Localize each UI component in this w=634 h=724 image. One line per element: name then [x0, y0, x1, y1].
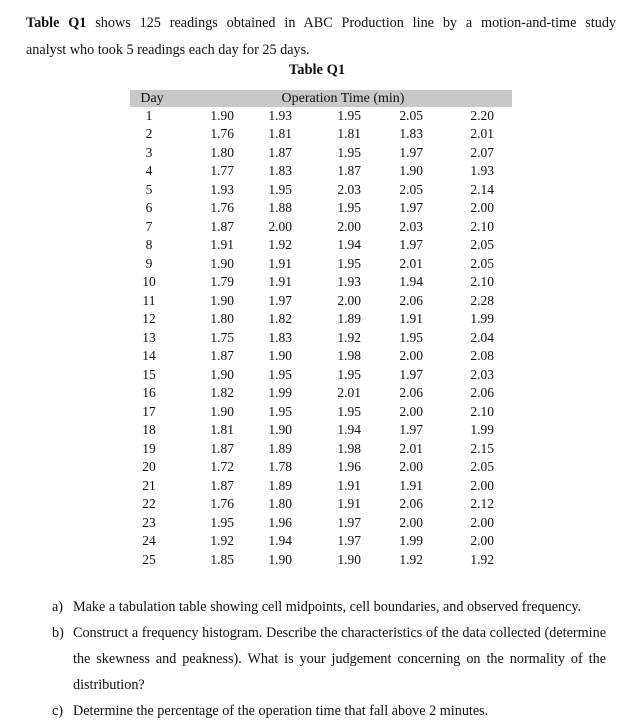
- reading-cell: 1.80: [268, 496, 292, 512]
- reading-cell: 1.83: [268, 163, 292, 179]
- table-row: [130, 181, 512, 199]
- reading-cell: 1.90: [337, 551, 361, 567]
- day-cell: 13: [142, 329, 156, 345]
- table-row: [130, 440, 512, 458]
- reading-cell: 1.90: [210, 255, 234, 271]
- reading-cell: 2.03: [399, 218, 423, 234]
- reading-cell: 1.91: [399, 477, 423, 493]
- reading-cell: 1.82: [268, 311, 292, 327]
- reading-cell: 2.00: [337, 292, 361, 308]
- reading-cell: 2.05: [399, 108, 423, 123]
- reading-cell: 1.81: [268, 126, 292, 142]
- reading-cell: 1.87: [337, 163, 361, 179]
- reading-cell: 1.90: [210, 366, 234, 382]
- reading-cell: 2.05: [399, 181, 423, 197]
- table-row: [130, 421, 512, 439]
- day-cell: 24: [142, 533, 156, 549]
- reading-cell: 1.97: [399, 366, 423, 382]
- reading-cell: 1.95: [399, 329, 423, 345]
- table-row: [130, 144, 512, 162]
- day-cell: 9: [145, 255, 153, 271]
- reading-cell: 1.95: [337, 255, 361, 271]
- operation-time-header: Operation Time (min): [174, 90, 512, 107]
- reading-cell: 2.00: [470, 200, 494, 216]
- reading-cell: 1.91: [210, 237, 234, 253]
- reading-cell: 1.93: [337, 274, 361, 290]
- day-cell: 5: [145, 181, 153, 197]
- question-text: Construct a frequency histogram. Describe the characteristics of the data collected (determine the skewness and peakness). What is your judgement concerning on the normality of the distribution?: [73, 625, 606, 693]
- table-row: [130, 495, 512, 513]
- day-cell: 20: [142, 459, 156, 475]
- intro-line-1-text: shows 125 readings obtained in ABC Production line by a motion-and-time study: [86, 15, 617, 31]
- reading-cell: 1.94: [399, 274, 423, 290]
- table-row: [130, 384, 512, 402]
- day-cell: 21: [142, 477, 156, 493]
- day-cell: 16: [142, 385, 156, 401]
- day-cell: 4: [145, 163, 153, 179]
- reading-cell: 2.00: [399, 348, 423, 364]
- table-row: [130, 255, 512, 273]
- day-cell: 23: [142, 514, 156, 530]
- reading-cell: 1.79: [210, 274, 234, 290]
- table-row: [130, 366, 512, 384]
- day-column-header: Day: [130, 90, 174, 107]
- reading-cell: 2.01: [337, 385, 361, 401]
- reading-cell: 1.89: [268, 440, 292, 456]
- reading-cell: 2.14: [470, 181, 494, 197]
- day-cell: 8: [145, 237, 153, 253]
- reading-cell: 1.91: [268, 274, 292, 290]
- reading-cell: 2.01: [470, 126, 494, 142]
- reading-cell: 1.87: [268, 144, 292, 160]
- table-row: [130, 292, 512, 310]
- reading-cell: 2.00: [399, 514, 423, 530]
- reading-cell: 1.97: [399, 144, 423, 160]
- reading-cell: 1.99: [268, 385, 292, 401]
- question-label: b): [52, 625, 64, 641]
- reading-cell: 1.97: [268, 292, 292, 308]
- question-list: [52, 594, 606, 724]
- reading-cell: 1.76: [210, 126, 234, 142]
- reading-cell: 1.92: [268, 237, 292, 253]
- reading-cell: 1.72: [210, 459, 234, 475]
- reading-cell: 1.95: [337, 108, 361, 123]
- reading-cell: 1.95: [337, 144, 361, 160]
- operation-time-table: [130, 90, 512, 569]
- day-cell: 18: [142, 422, 156, 438]
- table-row: [130, 477, 512, 495]
- table-title: Table Q1: [288, 62, 346, 78]
- reading-cell: 2.06: [399, 385, 423, 401]
- reading-cell: 1.94: [268, 533, 292, 549]
- reading-cell: 1.80: [210, 311, 234, 327]
- day-cell: 12: [142, 311, 156, 327]
- reading-cell: 1.94: [337, 422, 361, 438]
- reading-cell: 1.75: [210, 329, 234, 345]
- reading-cell: 2.00: [470, 533, 494, 549]
- reading-cell: 1.95: [210, 514, 234, 530]
- day-cell: 25: [142, 551, 156, 567]
- reading-cell: 2.05: [470, 459, 494, 475]
- reading-cell: 2.00: [337, 218, 361, 234]
- reading-cell: 1.85: [210, 551, 234, 567]
- reading-cell: 2.12: [470, 496, 494, 512]
- table-row: [130, 162, 512, 180]
- reading-cell: 2.00: [399, 459, 423, 475]
- reading-cell: 1.90: [268, 422, 292, 438]
- reading-cell: 1.76: [210, 496, 234, 512]
- reading-cell: 1.99: [470, 311, 494, 327]
- day-cell: 22: [142, 496, 156, 512]
- reading-cell: 2.03: [470, 366, 494, 382]
- reading-cell: 1.87: [210, 440, 234, 456]
- reading-cell: 2.06: [399, 292, 423, 308]
- reading-cell: 1.89: [268, 477, 292, 493]
- question-text: Determine the percentage of the operation time that fall above 2 minutes.: [73, 703, 489, 719]
- reading-cell: 1.95: [268, 366, 292, 382]
- reading-cell: 1.91: [399, 311, 423, 327]
- reading-cell: 1.95: [268, 181, 292, 197]
- reading-cell: 2.10: [470, 403, 494, 419]
- reading-cell: 2.10: [470, 218, 494, 234]
- reading-cell: 2.20: [470, 108, 494, 123]
- reading-cell: 1.98: [337, 348, 361, 364]
- reading-cell: 2.07: [470, 144, 494, 160]
- reading-cell: 1.90: [268, 551, 292, 567]
- reading-cell: 1.93: [210, 181, 234, 197]
- question-b: [52, 620, 606, 698]
- reading-cell: 2.04: [470, 329, 494, 345]
- day-cell: 1: [145, 108, 153, 123]
- reading-cell: 1.93: [268, 108, 292, 123]
- reading-cell: 2.00: [399, 403, 423, 419]
- table-row: [130, 218, 512, 236]
- reading-cell: 2.01: [399, 440, 423, 456]
- reading-cell: 1.90: [210, 108, 234, 123]
- reading-cell: 1.97: [337, 533, 361, 549]
- table-row: [130, 107, 512, 125]
- reading-cell: 1.80: [210, 144, 234, 160]
- table-row: [130, 310, 512, 328]
- reading-cell: 1.90: [268, 348, 292, 364]
- reading-cell: 1.82: [210, 385, 234, 401]
- reading-cell: 1.76: [210, 200, 234, 216]
- reading-cell: 1.89: [337, 311, 361, 327]
- reading-cell: 1.92: [210, 533, 234, 549]
- table-row: [130, 273, 512, 291]
- table-row: [130, 199, 512, 217]
- table-body: [130, 107, 512, 569]
- day-cell: 3: [145, 144, 153, 160]
- reading-cell: 1.91: [268, 255, 292, 271]
- reading-cell: 1.90: [399, 163, 423, 179]
- reading-cell: 1.99: [470, 422, 494, 438]
- reading-cell: 2.03: [337, 181, 361, 197]
- reading-cell: 1.95: [337, 366, 361, 382]
- reading-cell: 1.88: [268, 200, 292, 216]
- reading-cell: 1.99: [399, 533, 423, 549]
- day-cell: 11: [142, 292, 156, 308]
- reading-cell: 1.81: [210, 422, 234, 438]
- intro-line-1: [26, 10, 616, 37]
- intro-line-2: analyst who took 5 readings each day for 25 days.: [26, 42, 310, 58]
- reading-cell: 2.06: [470, 385, 494, 401]
- reading-cell: 1.96: [268, 514, 292, 530]
- reading-cell: 1.94: [337, 237, 361, 253]
- day-cell: 19: [142, 440, 156, 456]
- day-cell: 14: [142, 348, 156, 364]
- day-cell: 6: [145, 200, 153, 216]
- reading-cell: 1.90: [210, 292, 234, 308]
- reading-cell: 1.90: [210, 403, 234, 419]
- question-a: [52, 594, 606, 620]
- reading-cell: 2.05: [470, 255, 494, 271]
- table-row: [130, 125, 512, 143]
- reading-cell: 2.00: [470, 477, 494, 493]
- reading-cell: 1.92: [337, 329, 361, 345]
- table-row: [130, 403, 512, 421]
- question-c: [52, 698, 606, 724]
- table-row: [130, 532, 512, 550]
- reading-cell: 1.91: [337, 496, 361, 512]
- reading-cell: 1.87: [210, 477, 234, 493]
- table-row: [130, 236, 512, 254]
- reading-cell: 1.95: [268, 403, 292, 419]
- reading-cell: 1.97: [399, 422, 423, 438]
- reading-cell: 2.00: [470, 514, 494, 530]
- table-reference: Table Q1: [26, 15, 87, 31]
- table-row: [130, 329, 512, 347]
- reading-cell: 1.87: [210, 218, 234, 234]
- reading-cell: 1.95: [337, 403, 361, 419]
- reading-cell: 1.91: [337, 477, 361, 493]
- reading-cell: 1.77: [210, 163, 234, 179]
- table-row: [130, 347, 512, 365]
- reading-cell: 2.10: [470, 274, 494, 290]
- reading-cell: 2.08: [470, 348, 494, 364]
- reading-cell: 2.05: [470, 237, 494, 253]
- reading-cell: 1.97: [399, 200, 423, 216]
- reading-cell: 2.15: [470, 440, 494, 456]
- problem-intro: [26, 10, 616, 64]
- reading-cell: 1.96: [337, 459, 361, 475]
- day-cell: 2: [145, 126, 153, 142]
- reading-cell: 1.81: [337, 126, 361, 142]
- reading-cell: 2.28: [470, 292, 494, 308]
- reading-cell: 1.97: [399, 237, 423, 253]
- table-row: [130, 458, 512, 476]
- reading-cell: 1.95: [337, 200, 361, 216]
- reading-cell: 1.87: [210, 348, 234, 364]
- reading-cell: 1.92: [470, 551, 494, 567]
- reading-cell: 2.06: [399, 496, 423, 512]
- reading-cell: 2.00: [268, 218, 292, 234]
- reading-cell: 1.83: [399, 126, 423, 142]
- table-header-row: [130, 90, 512, 107]
- reading-cell: 1.83: [268, 329, 292, 345]
- table-row: [130, 514, 512, 532]
- reading-cell: 2.01: [399, 255, 423, 271]
- reading-cell: 1.93: [470, 163, 494, 179]
- day-cell: 10: [142, 274, 156, 290]
- day-cell: 17: [142, 403, 156, 419]
- question-label: c): [52, 703, 64, 719]
- day-cell: 15: [142, 366, 156, 382]
- question-label: a): [52, 599, 64, 615]
- reading-cell: 1.97: [337, 514, 361, 530]
- reading-cell: 1.78: [268, 459, 292, 475]
- day-cell: 7: [145, 218, 153, 234]
- table-row: [130, 551, 512, 569]
- reading-cell: 1.92: [399, 551, 423, 567]
- reading-cell: 1.98: [337, 440, 361, 456]
- question-text: Make a tabulation table showing cell midpoints, cell boundaries, and observed frequency.: [73, 599, 582, 615]
